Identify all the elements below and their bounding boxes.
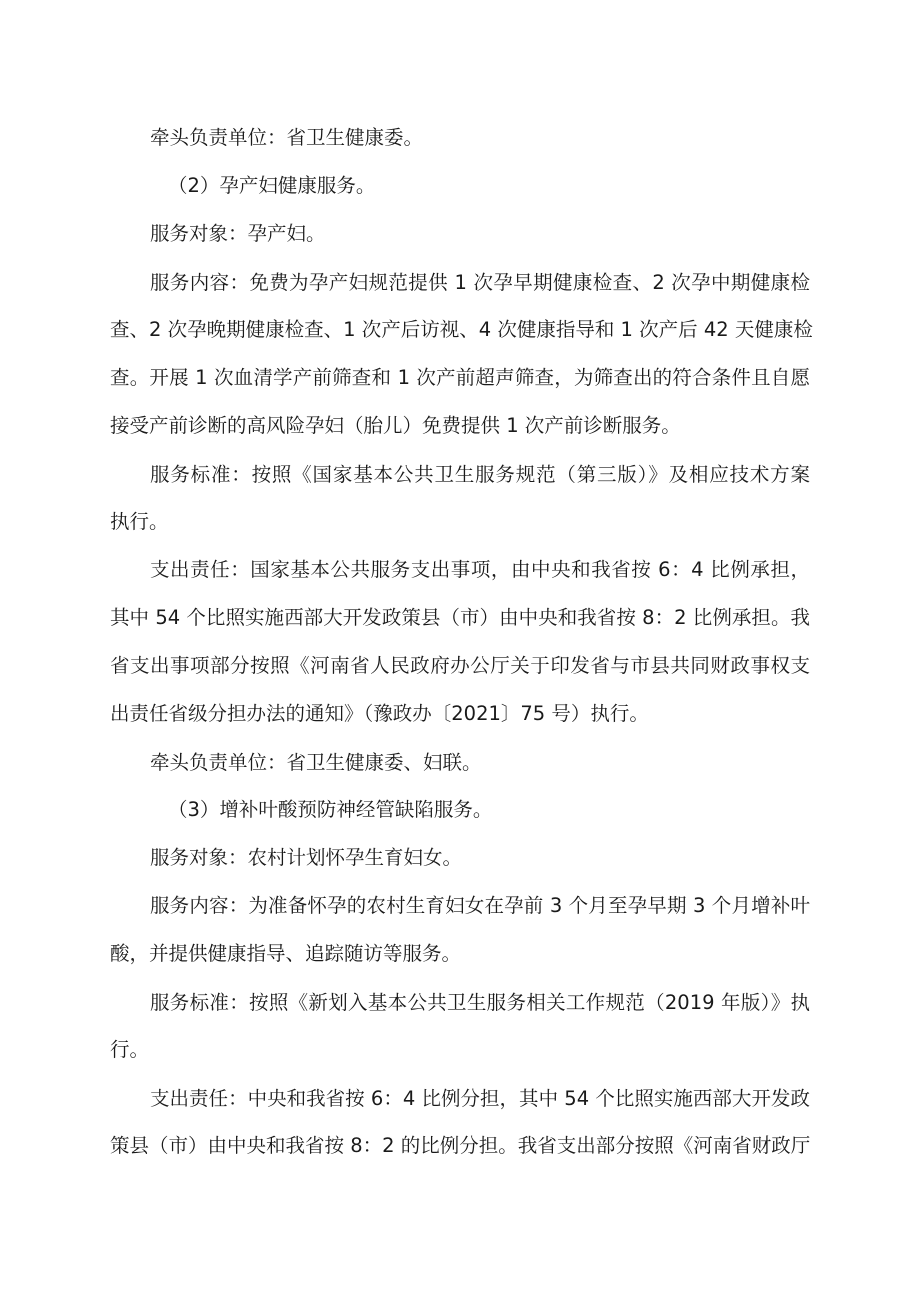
service-content-3-line: 酸，并提供健康指导、追踪随访等服务。 [110,942,462,965]
expenditure-2-line: 支出责任：国家基本公共服务支出事项，由中央和我省按 6：4 比例承担， [150,558,810,581]
service-standard-3-line: 服务标准：按照《新划入基本公共卫生服务相关工作规范（2019 年版）》执 [150,991,810,1014]
service-content-2-line: 查。开展 1 次血清学产前筛查和 1 次产前超声筛查，为筛查出的符合条件且自愿 [110,366,810,389]
service-target-2-line: 服务对象：孕产妇。 [150,222,326,245]
expenditure-2-line: 其中 54 个比照实施西部大开发政策县（市）由中央和我省按 8：2 比例承担。我 [110,606,810,629]
service-standard-2-line: 服务标准：按照《国家基本公共卫生服务规范（第三版）》及相应技术方案 [150,463,810,486]
section-2-heading: （2）孕产妇健康服务。 [168,174,376,197]
service-target-3-line: 服务对象：农村计划怀孕生育妇女。 [150,846,463,869]
service-content-2-line: 查、2 次孕晚期健康检查、1 次产后访视、4 次健康指导和 1 次产后 42 天健康检 [110,318,813,341]
lead-unit-1-line: 牵头负责单位：省卫生健康委。 [150,126,424,149]
expenditure-2-line: 省支出事项部分按照《河南省人民政府办公厅关于印发省与市县共同财政事权支 [110,654,810,677]
service-content-2-line: 服务内容：免费为孕产妇规范提供 1 次孕早期健康检查、2 次孕中期健康检 [150,271,810,294]
expenditure-3-line: 支出责任：中央和我省按 6：4 比例分担，其中 54 个比照实施西部大开发政 [150,1087,810,1110]
service-standard-3-line: 行。 [110,1038,150,1061]
expenditure-2-line: 出责任省级分担办法的通知》（豫政办〔2021〕75 号）执行。 [110,702,649,725]
expenditure-3-line: 策县（市）由中央和我省按 8：2 的比例分担。我省支出部分按照《河南省财政厅 [110,1134,811,1157]
lead-unit-2-line: 牵头负责单位：省卫生健康委、妇联。 [150,751,482,774]
service-content-2-line: 接受产前诊断的高风险孕妇（胎儿）免费提供 1 次产前诊断服务。 [110,414,681,437]
service-standard-2-line: 执行。 [110,510,169,533]
service-content-3-line: 服务内容：为准备怀孕的农村生育妇女在孕前 3 个月至孕早期 3 个月增补叶 [150,894,810,917]
section-3-heading: （3）增补叶酸预防神经管缺陷服务。 [168,798,493,821]
